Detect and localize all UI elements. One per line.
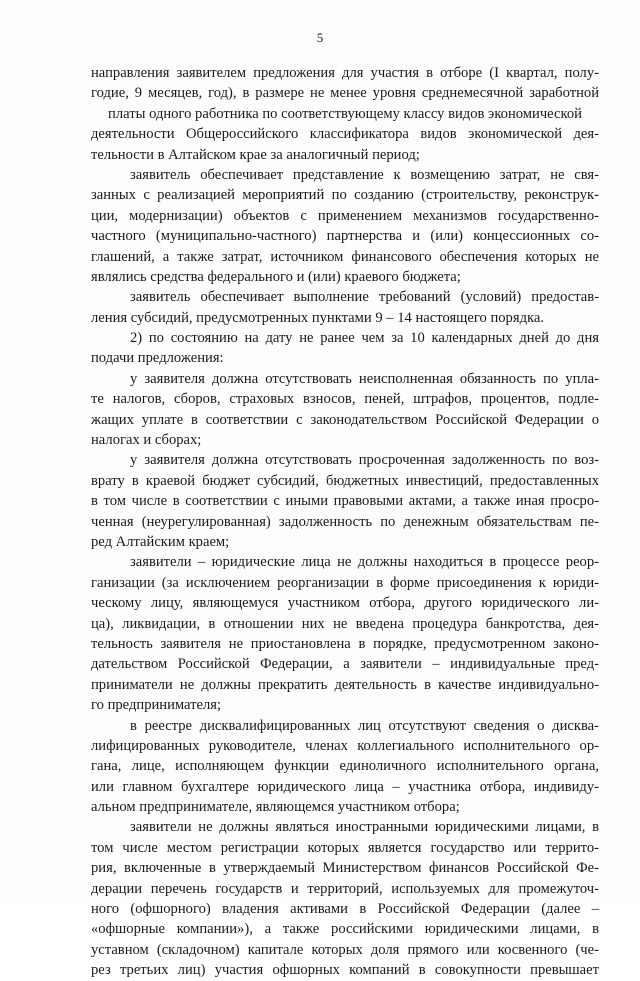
text-line: альном предпринимателе, являющемся участником отбора; [91, 799, 460, 816]
text-line: ления субсидий, предусмотренных пунктами 9 – 14 настоящего порядка. [91, 309, 544, 326]
text-line: «офшорные компании»), а также российскими юридическими лицами, в [91, 921, 599, 938]
text-line: заявитель обеспечивает выполнение требований (условий) предостав- [130, 289, 599, 306]
text-line: врату в краевой бюджет субсидий, бюджетных инвестиций, предоставленных [91, 472, 599, 489]
text-line: платы одного работника по соответствующему классу видов экономической [108, 105, 582, 122]
text-line: 2) по состоянию на дату не ранее чем за 10 календарных дней до дня [130, 330, 599, 347]
text-line: рез третьих лиц) участия офшорных компаний в совокупности превышает [91, 962, 599, 979]
text-line: гана, лице, исполняющем функции единоличного исполнительного органа, [91, 758, 599, 775]
text-line: в реестре дисквалифицированных лиц отсутствуют сведения о дисква- [130, 717, 599, 734]
text-line: в том числе в соответствии с иными правовыми актами, а также иная просро- [91, 493, 599, 510]
text-line: налогах и сборах; [91, 432, 202, 449]
text-line: занных с реализацией мероприятий по созданию (строительству, реконструк- [91, 187, 599, 204]
text-line: го предпринимателя; [91, 697, 222, 714]
text-line: рия, включенные в утверждаемый Министерством финансов Российской Фе- [91, 860, 599, 877]
text-line: ции, модернизации) объектов с применением механизмов государственно- [91, 207, 599, 224]
text-line: ганизации (за исключением реорганизации в форме присоединения к юриди- [91, 574, 599, 591]
text-line: ного (офшорного) владения активами в Российской Федерации (далее – [91, 901, 599, 918]
text-line: у заявителя должна отсутствовать неисполненная обязанность по упла- [130, 370, 599, 387]
text-line: заявители – юридические лица не должны находиться в процессе реор- [130, 554, 599, 571]
text-line: деятельности Общероссийского классификатора видов экономической дея- [91, 126, 599, 143]
text-line: глашений, а также затрат, источником финансового обеспечения которых не [91, 248, 599, 265]
text-line: том числе местом регистрации которых является государство или террито- [91, 839, 599, 856]
text-line: частного (муниципально-частного) партнерства и (или) концессионных со- [91, 228, 599, 245]
text-line: заявитель обеспечивает представление к возмещению затрат, не свя- [130, 166, 599, 183]
text-line: приниматели не должны прекратить деятельность в качестве индивидуально- [91, 676, 599, 693]
document-body [91, 63, 599, 981]
text-line: тельности в Алтайском крае за аналогичный период; [91, 146, 420, 163]
text-line: ред Алтайским краем; [91, 533, 230, 550]
text-line: дательством Российской Федерации, а заявители – индивидуальные пред- [91, 656, 599, 673]
text-line: годие, 9 месяцев, год), в размере не менее уровня среднемесячной заработной [91, 85, 599, 102]
text-line: у заявителя должна отсутствовать просроченная задолженность по воз- [130, 452, 599, 469]
text-line: лифицированных руководителе, членах коллегиального исполнительного ор- [91, 737, 599, 754]
text-line: уставном (складочном) капитале которых доля прямого или косвенного (че- [91, 941, 599, 958]
page-number: 5 [316, 30, 324, 45]
text-line: ческому лицу, являющемуся участником отбора, другого юридического ли- [91, 595, 599, 612]
text-line: ченная (неурегулированная) задолженность по денежным обязательствам пе- [91, 513, 599, 530]
text-line: ца), ликвидации, в отношении них не введена процедура банкротства, дея- [91, 615, 599, 632]
text-line: те налогов, сборов, страховых взносов, пеней, штрафов, процентов, подле- [91, 391, 599, 408]
text-line: дерации перечень государств и территорий, используемых для промежуточ- [91, 880, 599, 897]
text-line: жащих уплате в соответствии с законодательством Российской Федерации о [91, 411, 599, 428]
text-line: являлись средства федерального и (или) краевого бюджета; [91, 268, 461, 285]
text-line: или главном бухгалтере юридического лица – участника отбора, индивиду- [91, 778, 599, 795]
text-line: заявители не должны являться иностранными юридическими лицами, в [130, 819, 599, 836]
text-line: тельность заявителя не приостановлена в порядке, предусмотренном законо- [91, 635, 599, 652]
text-line: подачи предложения: [91, 350, 224, 367]
text-line: направления заявителем предложения для участия в отборе (I квартал, полу- [91, 65, 599, 81]
